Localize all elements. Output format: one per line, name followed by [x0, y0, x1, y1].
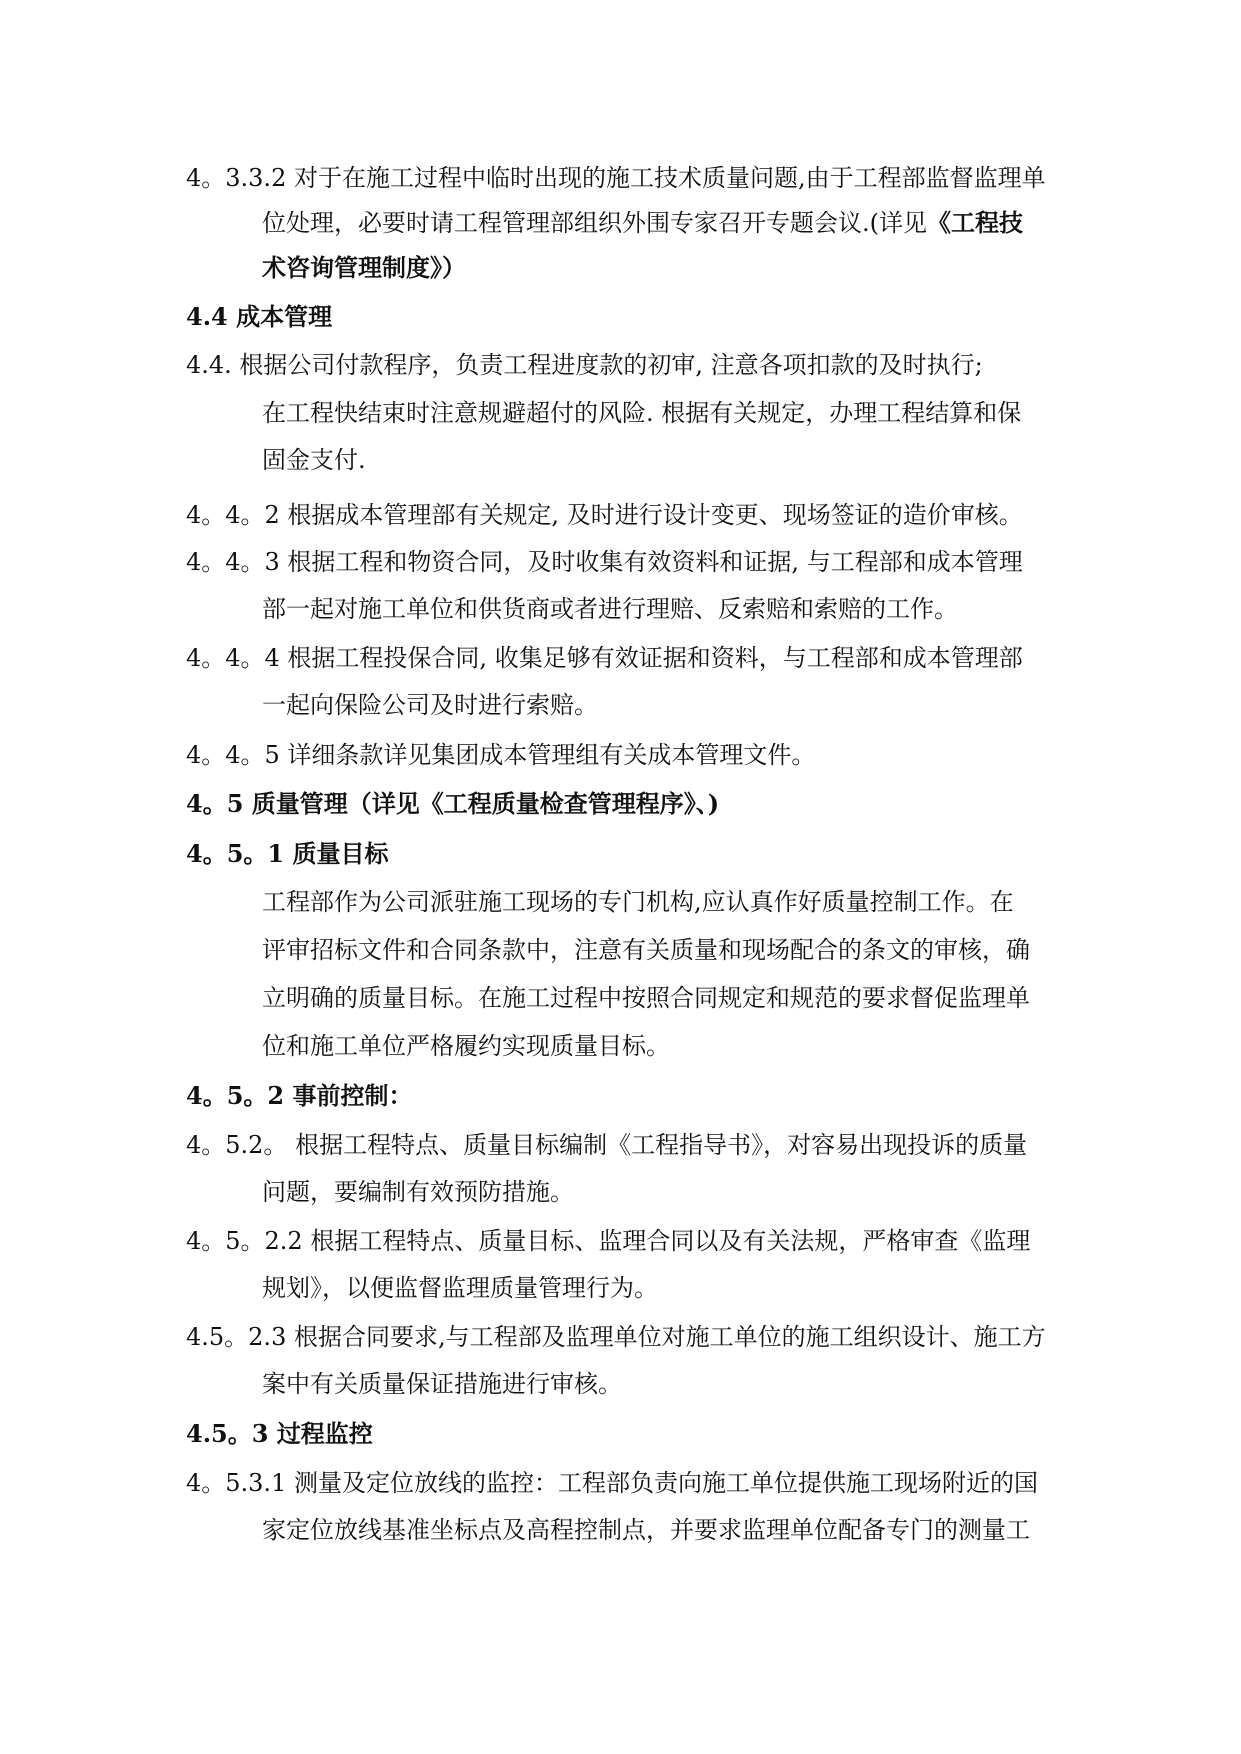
text-line	[262, 208, 1023, 238]
text-line: 一起向保险公司及时进行索赔。	[262, 691, 598, 719]
text-span: 位处理，必要时请工程管理部组织外围专家召开专题会议.(详见	[262, 209, 927, 237]
text-line: 4。4。4 根据工程投保合同, 收集足够有效证据和资料，与工程部和成本管理部	[186, 644, 1023, 672]
text-line: 术咨询管理制度》）	[262, 253, 466, 282]
text-line: 4.4. 根据公司付款程序，负责工程进度款的初审, 注意各项扣款的及时执行;	[186, 351, 983, 379]
section-heading: 4.4 成本管理	[186, 302, 333, 331]
text-line: 案中有关质量保证措施进行审核。	[262, 1370, 622, 1398]
subsection-heading: 4。5。2 事前控制：	[186, 1081, 413, 1110]
subsection-heading: 4。5。1 质量目标	[186, 839, 389, 868]
text-line: 问题，要编制有效预防措施。	[262, 1178, 574, 1206]
text-line: 位和施工单位严格履约实现质量目标。	[262, 1032, 670, 1060]
text-line: 固金支付.	[262, 446, 366, 474]
text-line: 评审招标文件和合同条款中，注意有关质量和现场配合的条文的审核，确	[262, 936, 1030, 964]
text-line: 家定位放线基准坐标点及高程控制点，并要求监理单位配备专门的测量工	[262, 1516, 1030, 1544]
text-line: 4。5.2。 根据工程特点、质量目标编制《工程指导书》，对容易出现投诉的质量	[186, 1131, 1028, 1159]
text-line: 4。5。2.2 根据工程特点、质量目标、监理合同以及有关法规，严格审查《监理	[186, 1227, 1031, 1255]
text-line: 立明确的质量目标。在施工过程中按照合同规定和规范的要求督促监理单	[262, 984, 1030, 1012]
text-line: 部一起对施工单位和供货商或者进行理赔、反索赔和索赔的工作。	[262, 595, 958, 623]
text-line: 4.5。2.3 根据合同要求,与工程部及监理单位对施工单位的施工组织设计、施工方	[186, 1323, 1046, 1351]
section-heading: 4。5 质量管理（详见《工程质量检查管理程序》、)	[186, 789, 720, 818]
subsection-heading: 4.5。3 过程监控	[186, 1419, 373, 1448]
text-line: 4。4。5 详细条款详见集团成本管理组有关成本管理文件。	[186, 741, 816, 769]
text-line: 工程部作为公司派驻施工现场的专门机构,应认真作好质量控制工作。在	[262, 888, 1014, 916]
text-line: 4。4。2 根据成本管理部有关规定, 及时进行设计变更、现场签证的造价审核。	[186, 501, 1023, 529]
text-line: 4。5.3.1 测量及定位放线的监控：工程部负责向施工单位提供施工现场附近的国	[186, 1469, 1038, 1497]
text-line: 在工程快结束时注意规避超付的风险. 根据有关规定，办理工程结算和保	[262, 399, 1022, 427]
text-line: 4。4。3 根据工程和物资合同，及时收集有效资料和证据, 与工程部和成本管理	[186, 548, 1023, 576]
text-line: 4。3.3.2 对于在施工过程中临时出现的施工技术质量问题,由于工程部监督监理单	[186, 164, 1046, 192]
text-span-bold: 《工程技	[927, 208, 1023, 237]
text-line: 规划》，以便监督监理质量管理行为。	[262, 1274, 658, 1302]
